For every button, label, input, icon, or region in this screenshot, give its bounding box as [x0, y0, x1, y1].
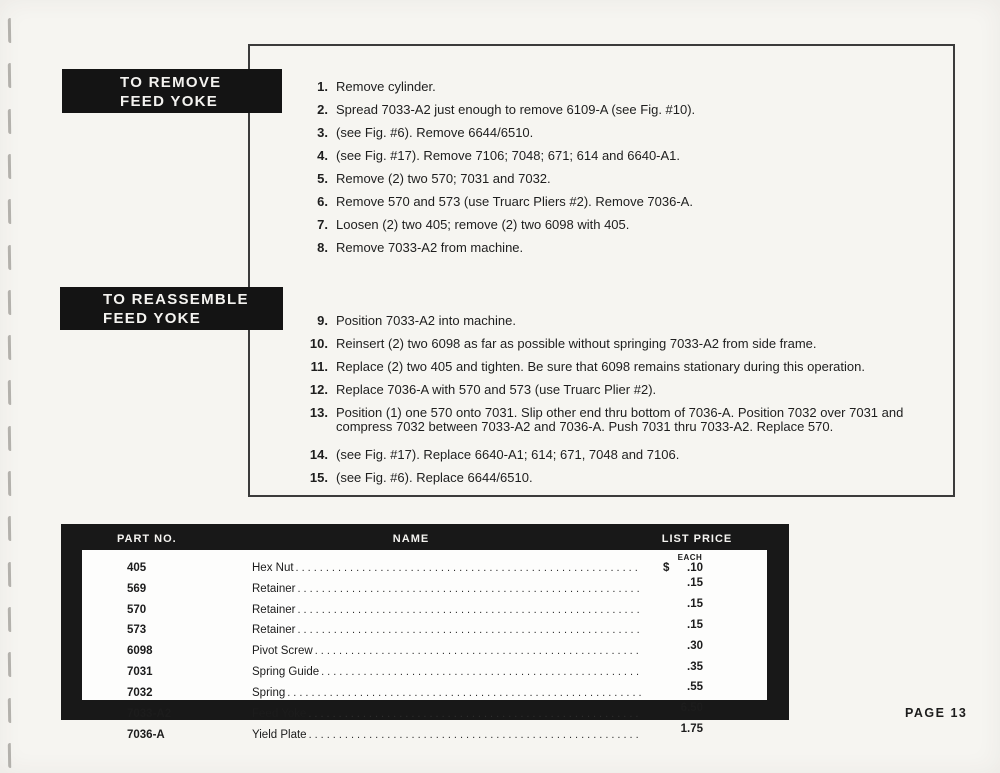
step-text: Remove (2) two 570; 7031 and 7032.	[336, 171, 551, 186]
part-name-wrap	[252, 582, 641, 597]
part-name-cell: Pivot Screw	[252, 645, 313, 658]
table-body-panel	[82, 550, 767, 741]
step-number: 12.	[309, 382, 328, 397]
binding-hole	[8, 426, 11, 451]
step-item	[302, 172, 947, 186]
part-name-wrap	[252, 603, 641, 618]
binding-hole	[8, 244, 11, 269]
part-name-wrap	[252, 728, 641, 743]
table-row	[82, 701, 767, 722]
part-number-cell: 405	[127, 562, 147, 574]
step-item	[302, 80, 947, 94]
section-label-line: FEED YOKE	[120, 93, 219, 110]
step-item	[302, 218, 947, 232]
step-number: 7.	[317, 217, 328, 232]
binding-hole	[8, 335, 11, 360]
binding-hole	[8, 290, 11, 315]
price-cell	[663, 660, 703, 675]
table-row	[82, 618, 767, 639]
step-item	[302, 406, 947, 434]
step-item	[302, 126, 947, 140]
binding-hole	[8, 199, 11, 224]
step-text: (see Fig. #6). Remove 6644/6510.	[336, 125, 534, 140]
dot-leader	[315, 644, 641, 659]
binding-hole	[8, 471, 11, 496]
binding-hole	[8, 516, 11, 541]
step-text: Position 7033-A2 into machine.	[336, 313, 516, 328]
part-name-cell: Yield Plate	[252, 728, 307, 741]
step-text: Remove 7033-A2 from machine.	[336, 240, 524, 255]
section-label-line: TO REMOVE	[120, 74, 222, 91]
binding-hole	[8, 154, 11, 179]
step-number: 14.	[309, 447, 328, 462]
part-name-cell: Feed Yoke	[252, 707, 307, 720]
step-item	[302, 360, 947, 374]
price-value: .30	[687, 639, 703, 652]
step-item	[302, 103, 947, 117]
dot-leader	[296, 561, 641, 576]
dot-leader	[297, 603, 641, 618]
step-number: 9.	[317, 313, 328, 328]
part-number-cell: 570	[127, 603, 147, 616]
table-rows	[82, 550, 767, 743]
step-number: 5.	[317, 171, 328, 186]
parts-table	[61, 524, 789, 741]
part-name-cell: Hex Nut	[252, 562, 294, 574]
price-value: .15	[687, 577, 703, 590]
step-text: Spread 7033-A2 just enough to remove 6109-A (see Fig. #10).	[336, 102, 696, 117]
part-number-cell: 7032	[127, 686, 153, 699]
step-number: 3.	[317, 125, 328, 140]
step-number: 13.	[309, 405, 328, 420]
step-number: 11.	[310, 359, 328, 374]
part-name-wrap	[252, 561, 641, 576]
part-number-cell: 7033-A2	[127, 707, 172, 720]
step-number: 8.	[317, 240, 328, 255]
binding-hole	[8, 380, 11, 405]
table-row	[82, 722, 767, 743]
part-name-wrap	[252, 623, 641, 638]
section-label-remove	[62, 69, 282, 113]
step-text: Replace (2) two 405 and tighten. Be sure that 6098 remains stationary during this operation.	[336, 359, 865, 374]
part-number-cell: 7031	[127, 666, 153, 679]
price-cell	[663, 722, 703, 737]
step-text: Remove cylinder.	[336, 79, 436, 94]
binding-hole	[8, 109, 11, 134]
dot-leader	[309, 728, 641, 743]
step-item	[302, 314, 947, 328]
part-name-wrap	[252, 686, 641, 701]
binding-hole	[8, 697, 11, 722]
step-number: 1.	[317, 79, 328, 94]
part-name-cell: Retainer	[252, 603, 296, 616]
price-unit-label: EACH	[677, 553, 703, 562]
price-value: .15	[687, 619, 703, 632]
table-row	[82, 639, 767, 660]
step-item	[302, 195, 947, 209]
step-item	[302, 149, 947, 163]
binding-hole	[8, 743, 11, 768]
part-name-wrap	[252, 707, 641, 722]
step-number: 4.	[317, 148, 328, 163]
section-label-line: TO REASSEMBLE	[103, 291, 249, 308]
price-value: .55	[687, 681, 703, 694]
binding-hole	[8, 607, 11, 632]
price-cell	[663, 639, 703, 654]
binding-hole	[8, 63, 11, 88]
column-header-list-price: LIST PRICE	[661, 533, 733, 545]
dot-leader	[297, 582, 641, 597]
binding-hole	[8, 18, 11, 43]
price-value: .10	[687, 562, 703, 574]
dot-leader	[297, 623, 641, 638]
step-text: Reinsert (2) two 6098 as far as possible without springing 7033-A2 from side frame.	[336, 336, 817, 351]
part-number-cell: 6098	[127, 645, 153, 658]
step-number: 6.	[317, 194, 328, 209]
price-cell	[663, 597, 703, 612]
step-number: 2.	[317, 102, 328, 117]
dot-leader	[308, 707, 641, 722]
price-value: .35	[687, 660, 703, 673]
table-row	[82, 597, 767, 618]
steps-remove	[302, 80, 947, 264]
price-value: 1.75	[680, 723, 703, 736]
price-cell	[663, 561, 703, 576]
step-number: 15.	[309, 470, 328, 485]
price-cell	[663, 701, 703, 716]
part-name-cell: Spring	[252, 686, 286, 699]
binding-hole	[8, 562, 11, 587]
step-text: Loosen (2) two 405; remove (2) two 6098 with 405.	[336, 217, 630, 232]
step-text: (see Fig. #17). Remove 7106; 7048; 671; 614 and 6640-A1.	[336, 148, 681, 163]
part-name-wrap	[252, 644, 641, 659]
dot-leader	[321, 665, 641, 680]
part-number-cell: 569	[127, 582, 147, 595]
step-text: (see Fig. #17). Replace 6640-A1; 614; 671, 7048 and 7106.	[336, 447, 680, 462]
step-text: (see Fig. #6). Replace 6644/6510.	[336, 470, 533, 485]
part-number-cell: 573	[127, 624, 147, 637]
price-cell	[663, 618, 703, 633]
price-value: .15	[687, 598, 703, 611]
step-item	[302, 337, 947, 351]
currency-symbol: $	[663, 562, 670, 574]
step-item	[302, 383, 947, 397]
column-header-name: NAME	[392, 533, 430, 545]
step-text: Replace 7036-A with 570 and 573 (use Truarc Plier #2).	[336, 382, 657, 397]
dot-leader	[287, 686, 641, 701]
section-label-reassemble	[60, 287, 283, 330]
section-label-line: FEED YOKE	[103, 310, 202, 327]
step-number: 10.	[309, 336, 328, 351]
table-row	[82, 660, 767, 681]
price-value: 6.50	[680, 702, 703, 715]
part-name-cell: Spring Guide	[252, 666, 320, 679]
step-text: Remove 570 and 573 (use Truarc Pliers #2). Remove 7036-A.	[336, 194, 693, 209]
step-text: Position (1) one 570 onto 7031. Slip other end thru bottom of 7036-A. Position 7032 over 7031 and compress 7032 between 7033-A2 and 7036-A. Push 7031 thru 7033-A2. Replace 570.	[336, 405, 904, 434]
price-cell	[663, 680, 703, 695]
step-item	[302, 471, 947, 485]
table-row	[82, 680, 767, 701]
column-header-part-no: PART NO.	[117, 533, 177, 545]
table-row	[82, 561, 767, 576]
part-name-wrap	[252, 665, 641, 680]
part-number-cell: 7036-A	[127, 728, 165, 741]
price-cell	[663, 576, 703, 591]
part-name-cell: Retainer	[252, 582, 296, 595]
step-item	[302, 448, 947, 462]
part-name-cell: Retainer	[252, 624, 296, 637]
steps-reassemble	[302, 314, 947, 494]
binding-hole	[8, 652, 11, 677]
page-number: PAGE 13	[905, 706, 968, 720]
table-row	[82, 576, 767, 597]
step-item	[302, 241, 947, 255]
